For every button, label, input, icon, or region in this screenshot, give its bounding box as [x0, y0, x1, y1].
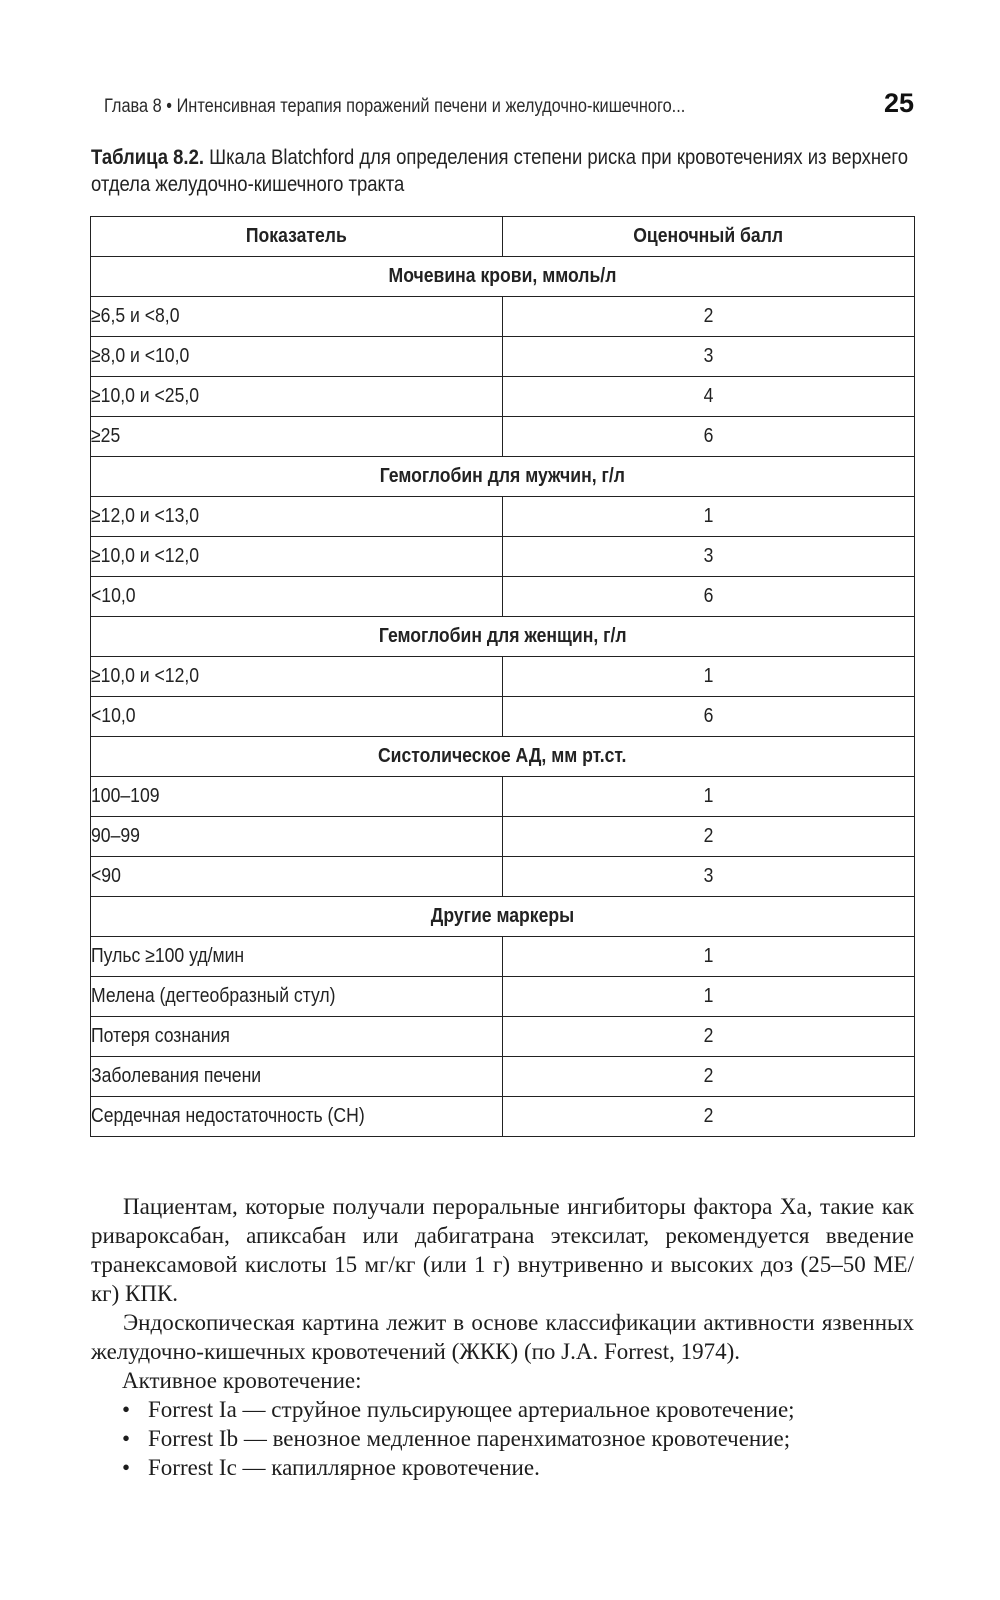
table-row — [91, 1017, 915, 1057]
table-row — [91, 857, 915, 897]
row-score: 2 — [503, 1057, 915, 1097]
paragraph-factor-xa: Пациентам, которые получали пероральные ингибиторы фактора Ха, такие как ривароксабан, апиксабан или дабигатрана этексилат, рекомендуется введение транексамовой кислоты 15 мг/кг (или 1 г) внутривенно и высоких доз (25–50 МЕ/кг) КПК. — [91, 1194, 914, 1306]
row-score: 2 — [503, 1097, 915, 1137]
row-label: Пульс ≥100 уд/мин — [91, 937, 503, 977]
section-title-urea: Мочевина крови, ммоль/л — [91, 257, 915, 297]
section-title-hemoglobin-women: Гемоглобин для женщин, г/л — [91, 617, 915, 657]
bullet-icon: • — [122, 1455, 131, 1480]
body-text — [91, 1192, 914, 1482]
running-header — [104, 88, 914, 124]
row-score: 1 — [503, 497, 915, 537]
row-label: Мелена (дегтеобразный стул) — [91, 977, 503, 1017]
row-score: 6 — [503, 417, 915, 457]
table-row — [91, 657, 915, 697]
running-title: Глава 8 • Интенсивная терапия поражений печени и желудочно-кишечного... — [104, 96, 686, 117]
row-label: <90 — [91, 857, 503, 897]
list-item-text: Forrest Ic — капиллярное кровотечение. — [148, 1455, 540, 1480]
forrest-list — [122, 1395, 914, 1482]
table-caption-text: Шкала Blatchford для определения степени риска при кровотечениях из верхнего отдела желудочно-кишечного тракта — [91, 146, 908, 196]
table-caption — [91, 144, 914, 198]
section-row — [91, 617, 915, 657]
section-row — [91, 257, 915, 297]
bullet-icon: • — [122, 1397, 131, 1422]
row-label: 100–109 — [91, 777, 503, 817]
list-item-text: Forrest Ib — венозное медленное паренхиматозное кровотечение; — [148, 1426, 791, 1451]
paragraph-active-bleeding: Активное кровотечение: — [122, 1368, 362, 1393]
row-label: 90–99 — [91, 817, 503, 857]
table-caption-label: Таблица 8.2. — [91, 146, 204, 169]
table-row — [91, 777, 915, 817]
row-label: ≥8,0 и <10,0 — [91, 337, 503, 377]
section-row — [91, 897, 915, 937]
row-label: Заболевания печени — [91, 1057, 503, 1097]
row-score: 4 — [503, 377, 915, 417]
row-label: ≥6,5 и <8,0 — [91, 297, 503, 337]
table-row — [91, 697, 915, 737]
section-title-systolic-bp: Систолическое АД, мм рт.ст. — [91, 737, 915, 777]
row-label: ≥12,0 и <13,0 — [91, 497, 503, 537]
section-title-hemoglobin-men: Гемоглобин для мужчин, г/л — [91, 457, 915, 497]
bullet-icon: • — [122, 1426, 131, 1451]
list-item-text: Forrest Ia — струйное пульсирующее артериальное кровотечение; — [148, 1397, 795, 1422]
table-row — [91, 1057, 915, 1097]
row-label: Потеря сознания — [91, 1017, 503, 1057]
row-label: ≥10,0 и <25,0 — [91, 377, 503, 417]
section-row — [91, 457, 915, 497]
row-score: 1 — [503, 977, 915, 1017]
table-header-row — [91, 217, 915, 257]
page-number: 25 — [883, 88, 914, 118]
row-score: 3 — [503, 337, 915, 377]
section-title-other-markers: Другие маркеры — [91, 897, 915, 937]
row-score: 3 — [503, 537, 915, 577]
table-row — [91, 577, 915, 617]
row-score: 2 — [503, 817, 915, 857]
section-row — [91, 737, 915, 777]
list-item — [122, 1453, 914, 1482]
table-row — [91, 537, 915, 577]
list-item — [122, 1424, 914, 1453]
row-label: ≥10,0 и <12,0 — [91, 657, 503, 697]
row-label: Сердечная недостаточность (СН) — [91, 1097, 503, 1137]
table-row — [91, 1097, 915, 1137]
table-row — [91, 337, 915, 377]
row-label: ≥25 — [91, 417, 503, 457]
row-score: 6 — [503, 577, 915, 617]
list-item — [122, 1395, 914, 1424]
table-row — [91, 417, 915, 457]
table-row — [91, 817, 915, 857]
table-row — [91, 297, 915, 337]
column-header-score: Оценочный балл — [503, 217, 915, 257]
row-score: 1 — [503, 937, 915, 977]
row-score: 6 — [503, 697, 915, 737]
blatchford-table — [90, 216, 915, 1137]
row-label: <10,0 — [91, 577, 503, 617]
row-label: <10,0 — [91, 697, 503, 737]
row-score: 1 — [503, 777, 915, 817]
row-score: 3 — [503, 857, 915, 897]
paragraph-forrest-intro: Эндоскопическая картина лежит в основе классификации активности язвенных желудочно-кишечных кровотечений (ЖКК) (по J.A. Forrest, 1974). — [91, 1310, 914, 1364]
table-row — [91, 937, 915, 977]
column-header-indicator: Показатель — [91, 217, 503, 257]
row-score: 1 — [503, 657, 915, 697]
row-label: ≥10,0 и <12,0 — [91, 537, 503, 577]
table-row — [91, 497, 915, 537]
row-score: 2 — [503, 297, 915, 337]
table-row — [91, 977, 915, 1017]
row-score: 2 — [503, 1017, 915, 1057]
table-row — [91, 377, 915, 417]
